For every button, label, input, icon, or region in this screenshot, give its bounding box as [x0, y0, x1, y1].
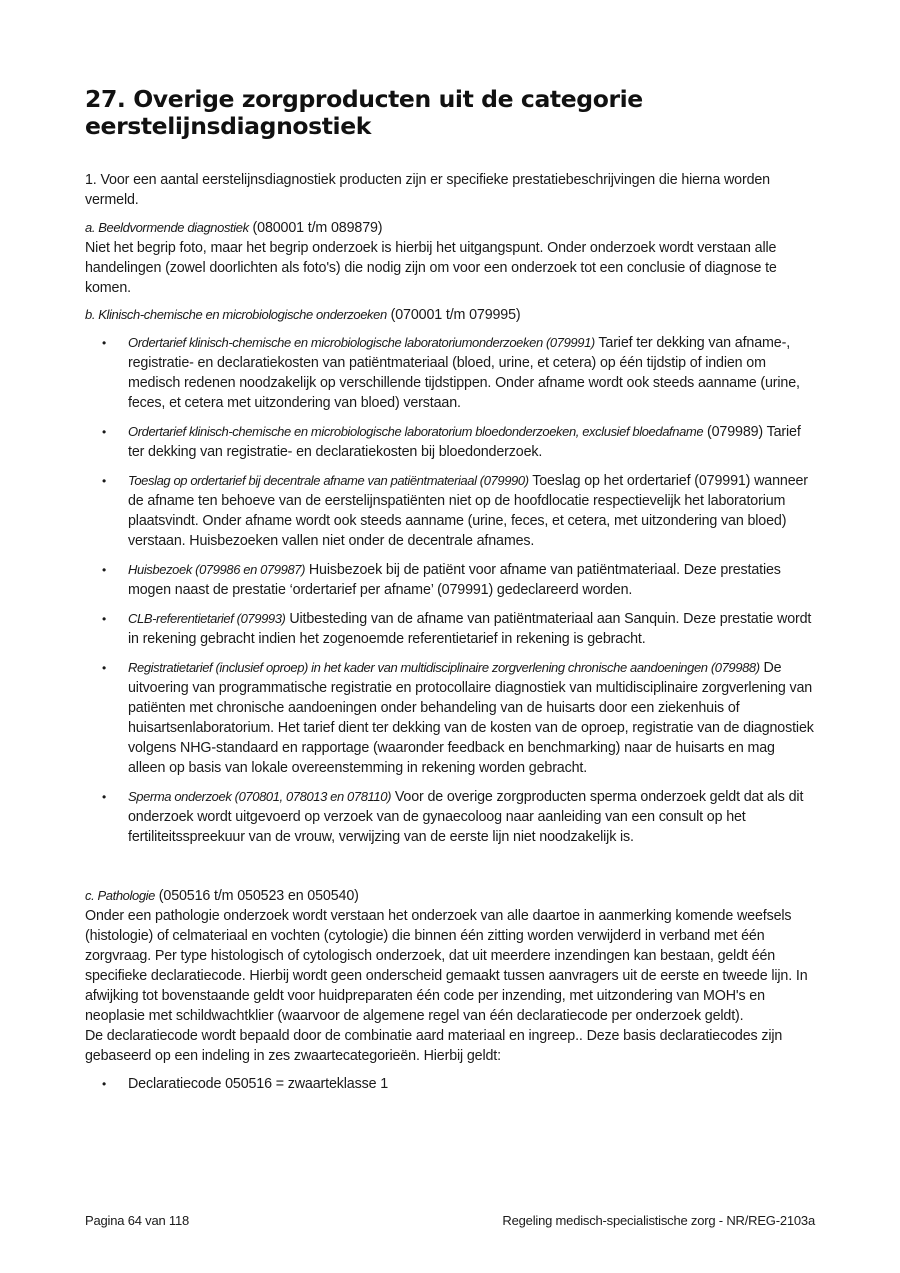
- section-b-list: [85, 333, 815, 847]
- bullet-icon: •: [102, 612, 107, 626]
- section-b-codes: (070001 t/m 079995): [386, 307, 521, 323]
- page-number: Pagina 64 van 118: [85, 1213, 190, 1228]
- section-c: [85, 886, 815, 1094]
- bullet-icon: •: [102, 1077, 107, 1091]
- section-c-heading: [85, 886, 815, 906]
- section-a-heading: [85, 218, 815, 238]
- section-c-label: c. Pathologie: [85, 888, 155, 903]
- section-a-codes: (080001 t/m 089879): [248, 220, 383, 236]
- bullet-icon: •: [102, 563, 107, 577]
- document-page: [85, 86, 815, 1103]
- spacer: [85, 856, 815, 886]
- section-c-list: [85, 1074, 815, 1094]
- section-c-text: Onder een pathologie onderzoek wordt verstaan het onderzoek van alle daartoe in aanmerking komende weefsels (histologie) of celmateriaal en vochten (cytologie) die binnen één zitting worden verwijderd in verband met één zorgvraag. Per type histologisch of cytologisch onderzoek, dat uit meerdere inzendingen kan bestaan, geldt één specifieke declaratiecode. Hierbij wordt geen onderscheid gemaakt tussen aanvragers uit de eerste en tweede lijn. In afwijking tot bovenstaande geldt voor huidpreparaten één code per inzending, met uitzondering van MOH's en neoplasie met schildwachtklier (waarvoor de algemene regel van één declaratiecode per onderzoek geldt).: [85, 908, 808, 1024]
- bullet-icon: •: [102, 425, 107, 439]
- list-item: • Ordertarief klinisch-chemische en microbiologische laboratorium bloedonderzoeken, exclusief bloedafname (079989) Tarief ter dekking van registratie- en declaratiekosten bij bloedonderzoek.: [102, 424, 801, 460]
- section-c-text-2: De declaratiecode wordt bepaald door de combinatie aard materiaal en ingreep.. Deze basis declaratiecodes zijn gebaseerd op een indeling in zes zwaartecategorieën. Hierbij geldt:: [85, 1028, 783, 1064]
- list-item: • Ordertarief klinisch-chemische en microbiologische laboratoriumonderzoeken (079991) Tarief ter dekking van afname-, registratie- en declaratiekosten van patiëntmateriaal (bloed, urine, et cetera) op één tijdstip of indien om medisch redenen noodzakelijk op verschillende tijdstippen. Onder afname wordt ook steeds aanname (urine, feces, et cetera met uitzondering van bloed) verstaan.: [102, 335, 800, 411]
- list-item: • Sperma onderzoek (070801, 078013 en 078110) Voor de overige zorgproducten sperma onderzoek geldt dat als dit onderzoek wordt uitgevoerd op verzoek van de gynaecoloog naar aanleiding van een consult op het fertiliteitsspreekuur van de vrouw, verwijzing van de eerste lijn niet noodzakelijk is.: [102, 789, 804, 845]
- page-title: 27. Overige zorgproducten uit de categorie eerstelijnsdiagnostiek: [85, 85, 643, 140]
- bullet-icon: •: [102, 474, 107, 488]
- list-item: • CLB-referentietarief (079993) Uitbesteding van de afname van patiëntmateriaal aan Sanquin. Deze prestatie wordt in rekening gebracht indien het zogenoemde referentietarief in rekening is gebracht.: [102, 611, 812, 647]
- section-a-label: a. Beeldvormende diagnostiek: [85, 220, 249, 235]
- section-b-heading: [85, 305, 815, 325]
- list-item: • Toeslag op ordertarief bij decentrale afname van patiëntmateriaal (079990) Toeslag op het ordertarief (079991) wanneer de afname ten behoeve van de eerstelijnspatiënten niet op de hoofdlocatie respectievelijk het laboratorium plaatsvindt. Onder afname wordt ook steeds aanname (urine, feces, et cetera, met uitzondering van bloed) verstaan. Huisbezoeken vallen niet onder de decentrale afnames.: [102, 473, 808, 549]
- bullet-icon: •: [102, 661, 107, 675]
- intro-paragraph: 1. Voor een aantal eerstelijnsdiagnostiek producten zijn er specifieke prestatiebeschrijvingen die hierna worden vermeld.: [85, 172, 770, 208]
- page-footer: [85, 1213, 815, 1228]
- section-a-text: Niet het begrip foto, maar het begrip onderzoek is hierbij het uitgangspunt. Onder onderzoek wordt verstaan alle handelingen (zowel doorlichten als foto's) die nodig zijn om voor een onderzoek tot een conclusie of diagnose te komen.: [85, 240, 777, 296]
- section-b: [85, 305, 815, 847]
- bullet-icon: •: [102, 790, 107, 804]
- list-item: • Declaratiecode 050516 = zwaarteklasse 1: [102, 1076, 388, 1092]
- document-reference: Regeling medisch-specialistische zorg - NR/REG-2103a: [502, 1213, 815, 1228]
- list-item: • Registratietarief (inclusief oproep) in het kader van multidisciplinaire zorgverlening chronische aandoeningen (079988) De uitvoering van programmatische registratie en protocollaire diagnostiek van multidisciplinaire zorgverlening van patiënten met chronische aandoeningen onder behandeling van de huisarts door een ziekenhuis of huisartsenlaboratorium. Het tarief dient ter dekking van de kosten van de oproep, registratie van de diagnostiek volgens NHG-standaard en rapportage (waaronder feedback en benchmarking) naar de huisarts en mag alleen op basis van lokale overeenstemming in rekening worden gebracht.: [102, 660, 814, 776]
- section-b-label: b. Klinisch-chemische en microbiologische onderzoeken: [85, 307, 387, 322]
- section-c-codes: (050516 t/m 050523 en 050540): [154, 888, 359, 904]
- section-a: [85, 218, 815, 298]
- bullet-icon: •: [102, 336, 107, 350]
- list-item: • Huisbezoek (079986 en 079987) Huisbezoek bij de patiënt voor afname van patiëntmateriaal. Deze prestaties mogen naast de prestatie ‘ordertarief per afname’ (079991) gedeclareerd worden.: [102, 562, 781, 598]
